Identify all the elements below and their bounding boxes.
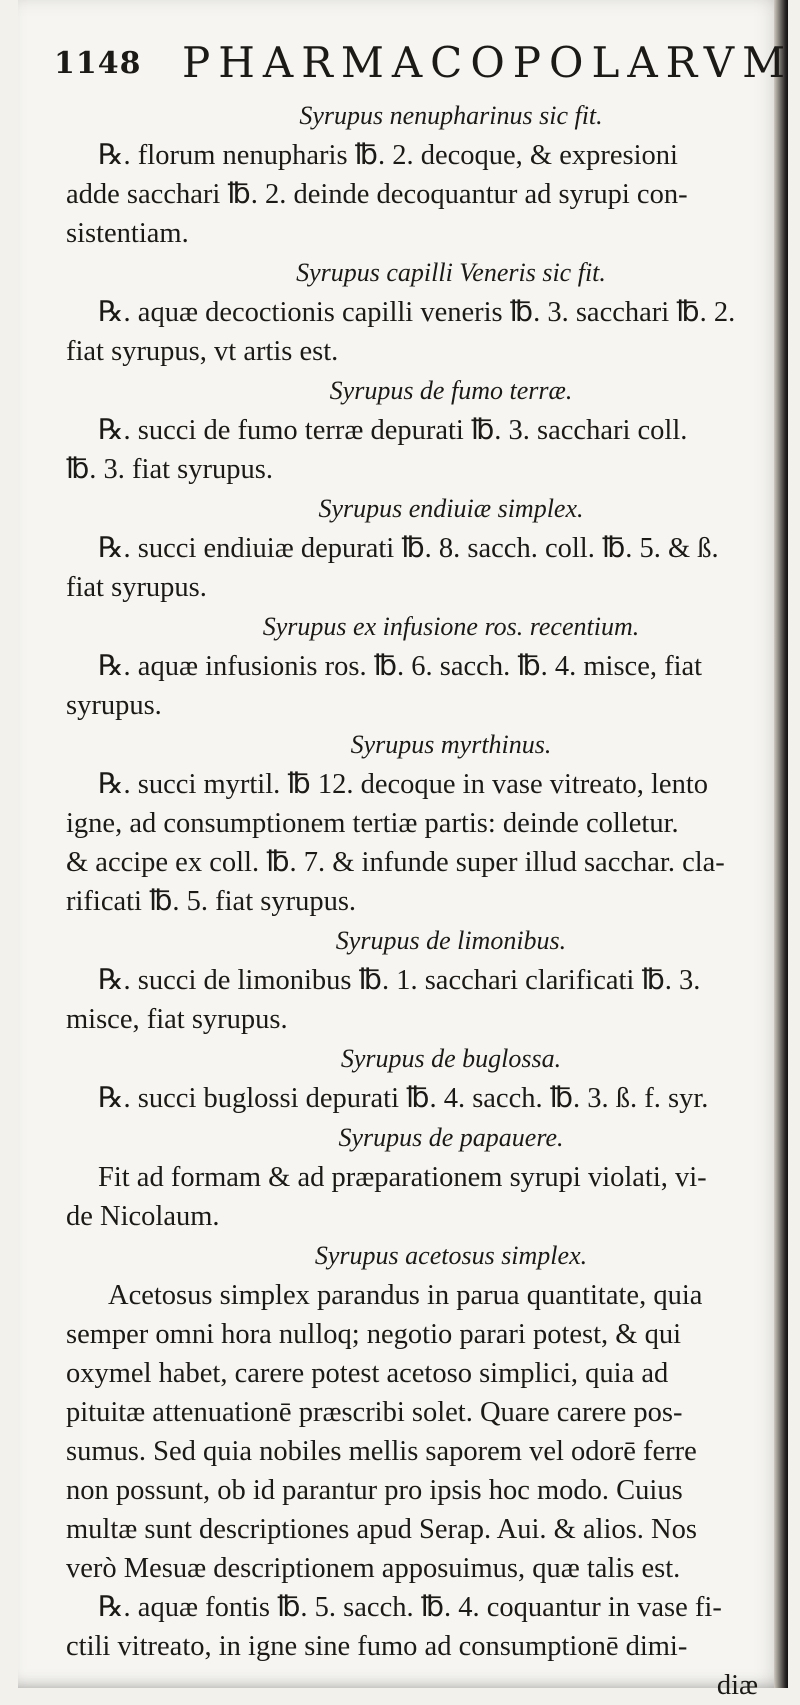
text-line: Acetosus simplex parandus in parua quantitate, quia [108, 1280, 703, 1311]
text-line: verò Mesuæ descriptionem apposuimus, quæ talis est. [66, 1553, 681, 1584]
text-line: fiat syrupus. [66, 572, 207, 603]
text-line: semper omni hora nulloq; negotio parari potest, & qui [66, 1319, 682, 1350]
text-line: ℞. succi endiuiæ depurati ℔. 8. sacch. coll. ℔. 5. & ß. [98, 533, 719, 564]
text-line: pituitæ attenuationē præscribi solet. Quare carere pos- [66, 1397, 683, 1428]
text-line: ℞. succi buglossi depurati ℔. 4. sacch. ℔. 3. ß. f. syr. [98, 1083, 709, 1114]
text-line: syrupus. [66, 690, 162, 721]
recipe-heading: Syrupus ex infusione ros. recentium. [262, 612, 640, 641]
page-header [54, 38, 794, 88]
recipe-heading: Syrupus myrthinus. [350, 730, 552, 759]
text-line: igne, ad consumptionem tertiæ partis: deinde colletur. [66, 808, 679, 839]
recipe-heading: Syrupus de papauere. [338, 1123, 564, 1152]
page-number: 1148 [54, 46, 142, 81]
text-line: ℞. succi de fumo terræ depurati ℔. 3. sacchari coll. [98, 415, 688, 446]
recipe-heading: Syrupus endiuiæ simplex. [318, 494, 584, 523]
text-line: sistentiam. [66, 218, 189, 249]
text-line: ℞. succi myrtil. ℔ 12. decoque in vase vitreato, lento [98, 769, 708, 800]
text-line: adde sacchari ℔. 2. deinde decoquantur ad syrupi con- [66, 179, 688, 210]
text-line: sumus. Sed quia nobiles mellis saporem vel odorē ferre [66, 1436, 697, 1467]
text-line: oxymel habet, carere potest acetoso simplici, quia ad [66, 1358, 669, 1389]
text-line: & accipe ex coll. ℔. 7. & infunde super illud sacchar. cla- [66, 847, 725, 878]
text-line: ℞. florum nenupharis ℔. 2. decoque, & expresioni [98, 140, 678, 171]
recipe-heading: Syrupus acetosus simplex. [314, 1241, 588, 1270]
text-line: ℞. succi de limonibus ℔. 1. sacchari clarificati ℔. 3. [98, 965, 701, 996]
text-line: Fit ad formam & ad præparationem syrupi violati, vi- [98, 1162, 707, 1193]
text-line: fiat syrupus, vt artis est. [66, 336, 339, 367]
text-line: ctili vitreato, in igne sine fumo ad consumptionē dimi- [66, 1631, 688, 1662]
text-line: ℞. aquæ infusionis ros. ℔. 6. sacch. ℔. 4. misce, fiat [98, 651, 703, 682]
text-line: multæ sunt descriptiones apud Serap. Aui. & alios. Nos [66, 1514, 697, 1545]
text-line: misce, fiat syrupus. [66, 1004, 288, 1035]
text-line: non possunt, ob id parantur pro ipsis hoc modo. Cuius [66, 1475, 683, 1506]
recipe-heading: Syrupus de fumo terræ. [329, 376, 573, 405]
catchword: diæ [716, 1670, 758, 1701]
page-edge-shadow [774, 0, 788, 1688]
recipe-heading: Syrupus de buglossa. [340, 1044, 562, 1073]
book-page [18, 0, 794, 1701]
text-line: ℞. aquæ decoctionis capilli veneris ℔. 3. sacchari ℔. 2. [98, 297, 736, 328]
recipe-heading: Syrupus capilli Veneris sic fit. [296, 258, 606, 287]
text-line: de Nicolaum. [66, 1201, 220, 1232]
text-line: ℞. aquæ fontis ℔. 5. sacch. ℔. 4. coquantur in vase fi- [98, 1592, 722, 1623]
running-title: PHARMACOPOLARVM [182, 38, 794, 87]
text-line: ℔. 3. fiat syrupus. [66, 454, 273, 485]
recipe-heading: Syrupus de limonibus. [335, 926, 567, 955]
recipe-heading: Syrupus nenupharinus sic fit. [299, 101, 603, 130]
text-block [66, 96, 766, 1705]
text-line: rificati ℔. 5. fiat syrupus. [66, 886, 357, 917]
